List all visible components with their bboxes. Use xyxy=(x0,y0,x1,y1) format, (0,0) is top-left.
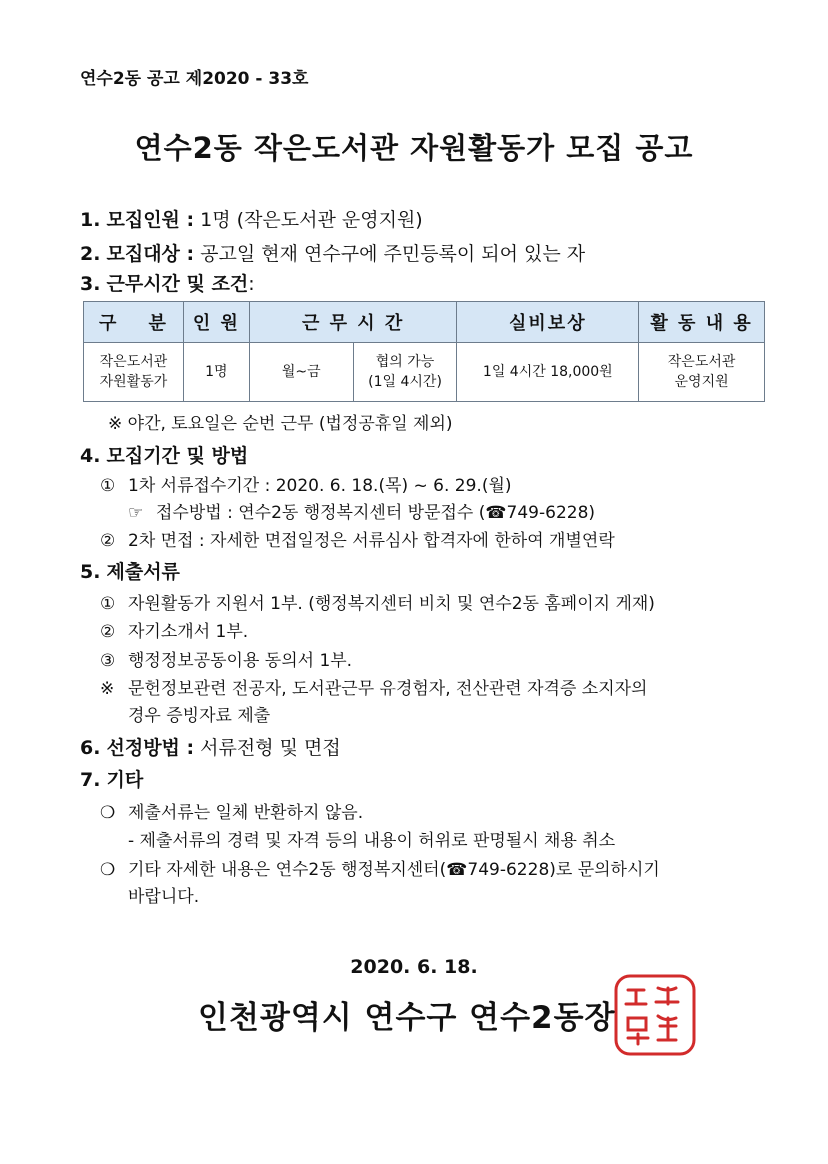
list-item xyxy=(100,526,615,551)
section-selection xyxy=(80,733,341,760)
header-activity: 활 동 내 용 xyxy=(639,302,765,343)
list-item xyxy=(100,674,647,699)
list-item xyxy=(100,646,352,671)
section-heading: 제출서류 xyxy=(106,561,180,583)
item-text: 행정정보공동이용 동의서 1부. xyxy=(128,651,353,671)
pointing-hand-icon: ☞ xyxy=(128,503,144,523)
list-item xyxy=(128,701,270,726)
section-number: 5. xyxy=(80,561,101,583)
item-mark: ② xyxy=(100,622,116,642)
header-count: 인 원 xyxy=(183,302,249,343)
section-body: 공고일 현재 연수구에 주민등록이 되어 있는 자 xyxy=(194,243,586,265)
section-heading: 선정방법 : xyxy=(106,737,195,759)
item-text: 자원활동가 지원서 1부. (행정복지센터 비치 및 연수2동 홈페이지 게재) xyxy=(128,594,655,614)
header-category-part2: 분 xyxy=(148,313,168,334)
section-body: 서류전형 및 면접 xyxy=(194,737,341,759)
header-pay: 실비보상 xyxy=(457,302,639,343)
cell-category-line2: 자원활동가 xyxy=(99,374,168,390)
section-heading: 근무시간 및 조건 xyxy=(106,273,249,295)
cell-pay: 1일 4시간 18,000원 xyxy=(457,343,639,402)
header-hours: 근 무 시 간 xyxy=(249,302,457,343)
section-number: 7. xyxy=(80,769,101,791)
notice-date: 2020. 6. 18. xyxy=(350,956,478,978)
cell-time-line1: 협의 가능 xyxy=(375,354,435,370)
section-documents xyxy=(80,557,180,584)
item-mark: ※ xyxy=(100,679,115,699)
section-recruit-target xyxy=(80,239,585,266)
section-body: 1명 (작은도서관 운영지원) xyxy=(194,209,423,231)
item-mark: ② xyxy=(100,531,116,551)
section-recruit-count xyxy=(80,205,423,232)
item-text: 2차 면접 : 자세한 면접일정은 서류심사 합격자에 한하여 개별연락 xyxy=(128,531,615,551)
cell-time xyxy=(353,343,457,402)
item-text: 경우 증빙자료 제출 xyxy=(128,706,271,726)
cell-time-line2: (1일 4시간) xyxy=(368,374,442,390)
section-other xyxy=(80,765,143,792)
section-number: 2. xyxy=(80,243,101,265)
section-heading: 기타 xyxy=(106,769,144,791)
item-text: 기타 자세한 내용은 연수2동 행정복지센터(☎749-6228)로 문의하시기 xyxy=(128,860,660,880)
cell-days: 월~금 xyxy=(249,343,353,402)
section-work-conditions xyxy=(80,269,255,296)
table-header-row xyxy=(84,302,765,343)
table-note: ※ 야간, 토요일은 순번 근무 (법정공휴일 제외) xyxy=(108,414,453,434)
header-category-part1: 구 xyxy=(99,313,119,334)
item-text: 바랍니다. xyxy=(128,887,200,907)
cell-category xyxy=(84,343,184,402)
page-title: 연수2동 작은도서관 자원활동가 모집 공고 xyxy=(134,131,694,165)
list-item xyxy=(128,498,595,523)
item-mark: ① xyxy=(100,476,116,496)
work-conditions-table xyxy=(83,301,765,402)
item-text: - 제출서류의 경력 및 자격 등의 내용이 허위로 판명될시 채용 취소 xyxy=(128,831,616,851)
section-period-method xyxy=(80,441,248,468)
item-mark: ③ xyxy=(100,651,116,671)
section-number: 3. xyxy=(80,273,101,295)
circle-bullet-icon: ❍ xyxy=(100,860,116,880)
cell-category-line1: 작은도서관 xyxy=(99,354,168,370)
item-text: 제출서류는 일체 반환하지 않음. xyxy=(128,803,364,823)
section-number: 1. xyxy=(80,209,101,231)
cell-count: 1명 xyxy=(183,343,249,402)
cell-activity xyxy=(639,343,765,402)
section-heading: 모집기간 및 방법 xyxy=(106,445,249,467)
item-text: 접수방법 : 연수2동 행정복지센터 방문접수 (☎749-6228) xyxy=(156,503,596,523)
section-heading: 모집인원 : xyxy=(106,209,195,231)
list-item xyxy=(100,471,512,496)
section-number: 4. xyxy=(80,445,101,467)
section-number: 6. xyxy=(80,737,101,759)
section-body: : xyxy=(248,273,255,295)
table-row xyxy=(84,343,765,402)
issuer-name: 인천광역시 연수구 연수2동장 xyxy=(198,1000,616,1036)
notice-number: 연수2동 공고 제2020 - 33호 xyxy=(80,69,309,89)
list-item xyxy=(128,882,199,907)
section-heading: 모집대상 : xyxy=(106,243,195,265)
list-item xyxy=(100,798,363,823)
cell-activity-line1: 작은도서관 xyxy=(667,354,736,370)
circle-bullet-icon: ❍ xyxy=(100,803,116,823)
official-seal-icon xyxy=(612,972,698,1058)
item-text: 1차 서류접수기간 : 2020. 6. 18.(목) ~ 6. 29.(월) xyxy=(128,476,512,496)
item-text: 문헌정보관련 전공자, 도서관근무 유경험자, 전산관련 자격증 소지자의 xyxy=(128,679,648,699)
list-item xyxy=(128,826,615,851)
list-item xyxy=(100,855,660,880)
header-category xyxy=(84,302,184,343)
cell-activity-line2: 운영지원 xyxy=(674,374,729,390)
list-item xyxy=(100,589,655,614)
item-mark: ① xyxy=(100,594,116,614)
item-text: 자기소개서 1부. xyxy=(128,622,249,642)
list-item xyxy=(100,617,248,642)
